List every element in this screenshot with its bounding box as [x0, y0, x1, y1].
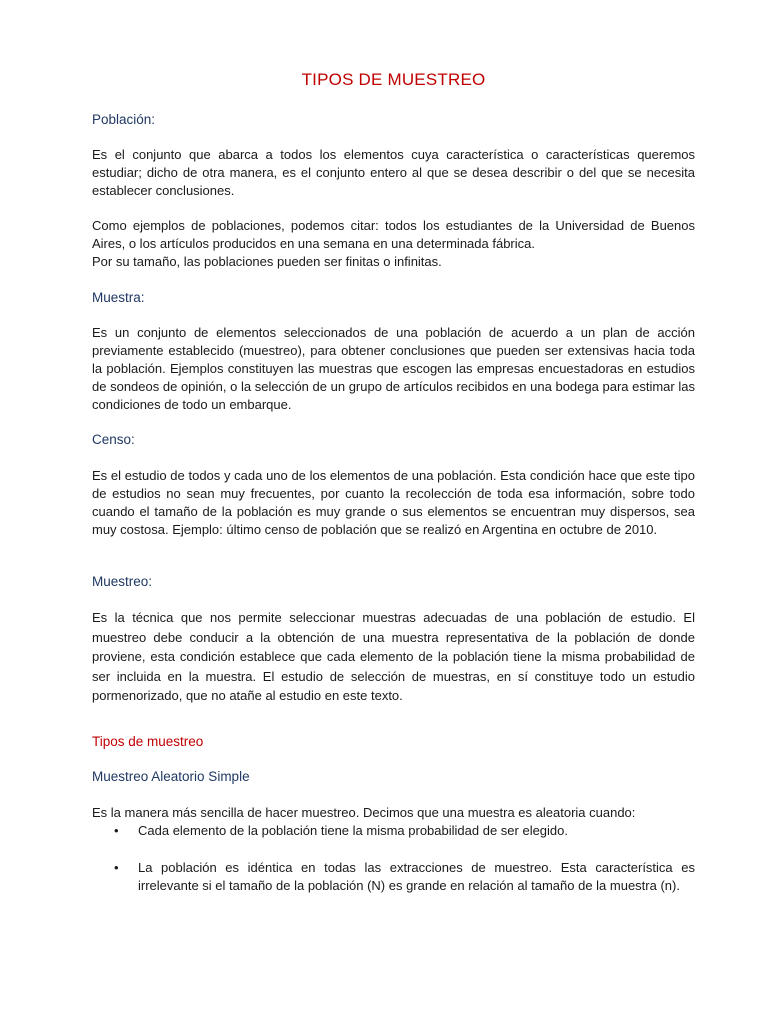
muestreo-definition: Es la técnica que nos permite seleccionar muestras adecuadas de una población de estudio. El muestreo debe conducir a la obtención de una muestra representativa de la población de donde proviene, esta condición establece que cada elemento de la población tiene la misma probabilidad de ser incluida en la muestra. El estudio de selección de muestras, en sí constituye todo un estudio pormenorizado, que no atañe al estudio en este texto. — [92, 610, 695, 704]
muestra-definition: Es un conjunto de elementos seleccionados de una población de acuerdo a un plan de acción previamente establecido (muestreo), para obtener conclusiones que pueden ser extensivas hacia toda la población. Ejemplos constituyen las muestras que escogen las empresas encuestadoras en estudios de sondeos de opinión, o la selección de un grupo de artículos recibidos en una bodega para estimar las condiciones de todo un embarque. — [92, 325, 695, 412]
section-heading-muestra: Muestra: — [92, 290, 145, 305]
section-heading-muestreo: Muestreo: — [92, 574, 153, 589]
poblacion-size-note: Por su tamaño, las poblaciones pueden ser finitas o infinitas. — [92, 254, 442, 269]
mas-intro: Es la manera más sencilla de hacer muestreo. Decimos que una muestra es aleatoria cuando: — [92, 805, 636, 820]
section-heading-muestreo-aleatorio-simple: Muestreo Aleatorio Simple — [92, 769, 250, 784]
bullet-icon: • — [114, 823, 119, 838]
bullet-icon: • — [114, 860, 119, 875]
document-title: TIPOS DE MUESTREO — [301, 70, 486, 89]
list-item-text: La población es idéntica en todas las extracciones de muestreo. Esta característica es irrelevante si el tamaño de la población (N) es grande en relación al tamaño de la muestra (n). — [138, 860, 695, 893]
poblacion-definition: Es el conjunto que abarca a todos los elementos cuya característica o características queremos estudiar; dicho de otra manera, es el conjunto entero al que se desea describir o del que se necesita establecer conclusiones. — [92, 147, 695, 198]
poblacion-examples: Como ejemplos de poblaciones, podemos citar: todos los estudiantes de la Universidad de Buenos Aires, o los artículos producidos en una semana en una determinada fábrica. — [92, 218, 695, 251]
list-item-text: Cada elemento de la población tiene la misma probabilidad de ser elegido. — [138, 823, 568, 838]
section-heading-censo: Censo: — [92, 432, 135, 447]
section-heading-tipos-de-muestreo: Tipos de muestreo — [92, 734, 204, 749]
section-heading-poblacion: Población: — [92, 112, 156, 127]
censo-definition: Es el estudio de todos y cada uno de los elementos de una población. Esta condición hace que este tipo de estudios no sean muy frecuentes, por cuanto la recolección de toda esa información, sobre todo cuando el tamaño de la población es muy grande o sus elementos se encuentran muy dispersos, sea muy costosa. Ejemplo: último censo de población que se realizó en Argentina en octubre de 2010. — [92, 468, 695, 537]
